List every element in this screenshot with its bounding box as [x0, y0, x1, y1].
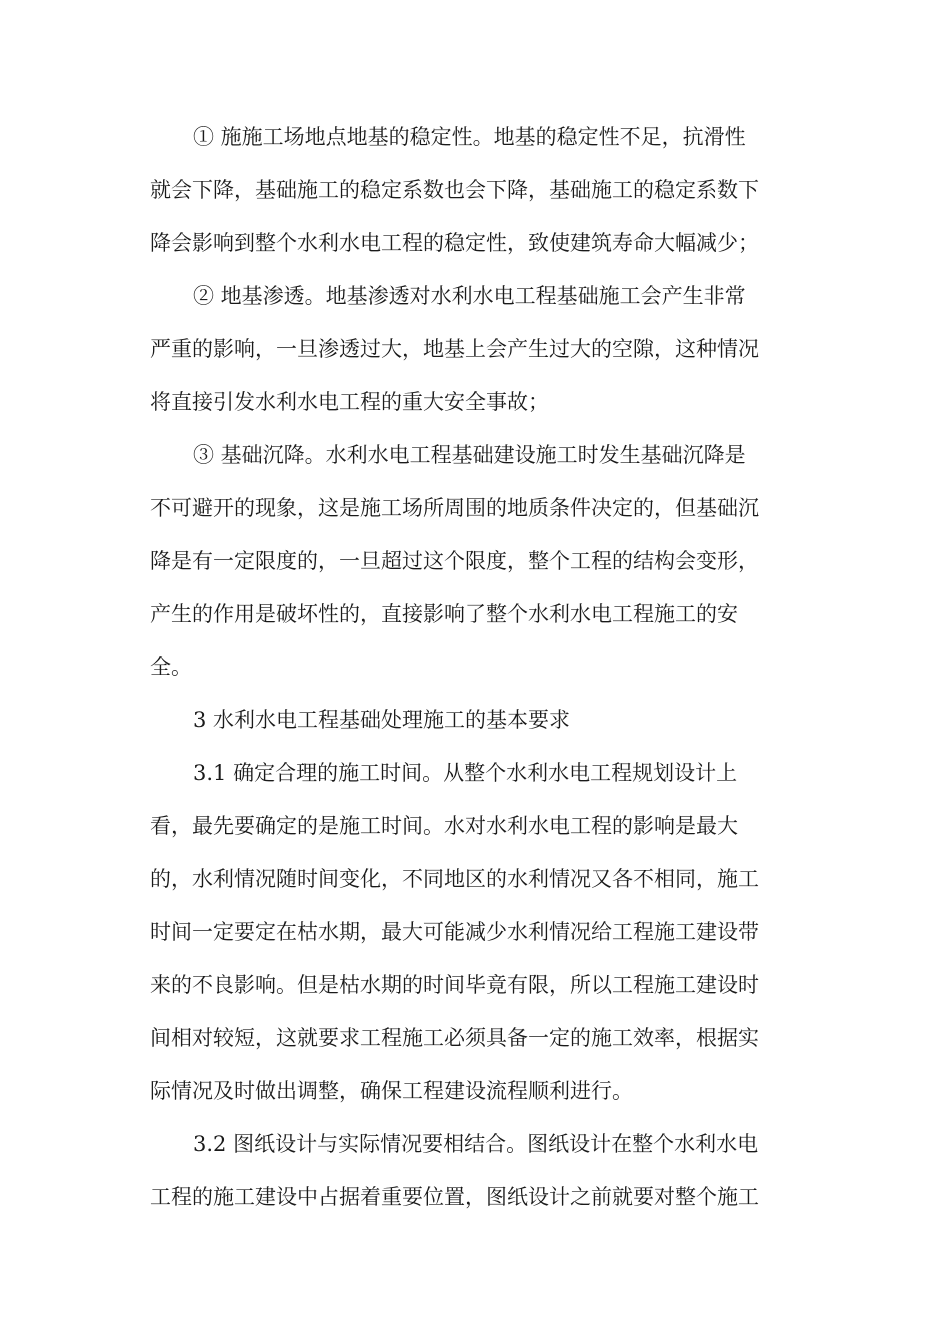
text-line-5: 严重的影响，一旦渗透过大，地基上会产生过大的空隙，这种情况 — [150, 337, 759, 361]
text-line-6: 将直接引发水利水电工程的重大安全事故； — [150, 390, 549, 414]
text-line-18: 间相对较短，这就要求工程施工必须具备一定的施工效率，根据实 — [150, 1026, 759, 1050]
text-line-1: ① 施施工场地点地基的稳定性。地基的稳定性不足，抗滑性 — [193, 125, 746, 149]
text-line-8: 不可避开的现象，这是施工场所周围的地质条件决定的，但基础沉 — [150, 496, 759, 520]
text-line-16: 时间一定要定在枯水期，最大可能减少水利情况给工程施工建设带 — [150, 920, 759, 944]
text-line-21: 工程的施工建设中占据着重要位置，图纸设计之前就要对整个施工 — [150, 1185, 759, 1209]
text-line-9: 降是有一定限度的，一旦超过这个限度，整个工程的结构会变形， — [150, 549, 759, 573]
text-line-3: 降会影响到整个水利水电工程的稳定性，致使建筑寿命大幅减少； — [150, 231, 759, 255]
text-line-20: 3.2 图纸设计与实际情况要相结合。图纸设计在整个水利水电 — [193, 1132, 759, 1156]
section-heading: 3 水利水电工程基础处理施工的基本要求 — [193, 708, 571, 732]
text-line-4: ② 地基渗透。地基渗透对水利水电工程基础施工会产生非常 — [193, 284, 746, 308]
text-line-15: 的，水利情况随时间变化，不同地区的水利情况又各不相同，施工 — [150, 867, 759, 891]
text-line-10: 产生的作用是破坏性的，直接影响了整个水利水电工程施工的安 — [150, 602, 738, 626]
text-line-13: 3.1 确定合理的施工时间。从整个水利水电工程规划设计上 — [193, 761, 738, 785]
text-line-14: 看，最先要确定的是施工时间。水对水利水电工程的影响是最大 — [150, 814, 738, 838]
text-line-19: 际情况及时做出调整，确保工程建设流程顺利进行。 — [150, 1079, 633, 1103]
text-line-11: 全。 — [150, 655, 192, 679]
text-line-2: 就会下降，基础施工的稳定系数也会下降，基础施工的稳定系数下 — [150, 178, 759, 202]
text-line-17: 来的不良影响。但是枯水期的时间毕竟有限，所以工程施工建设时 — [150, 973, 759, 997]
text-line-7: ③ 基础沉降。水利水电工程基础建设施工时发生基础沉降是 — [193, 443, 746, 467]
